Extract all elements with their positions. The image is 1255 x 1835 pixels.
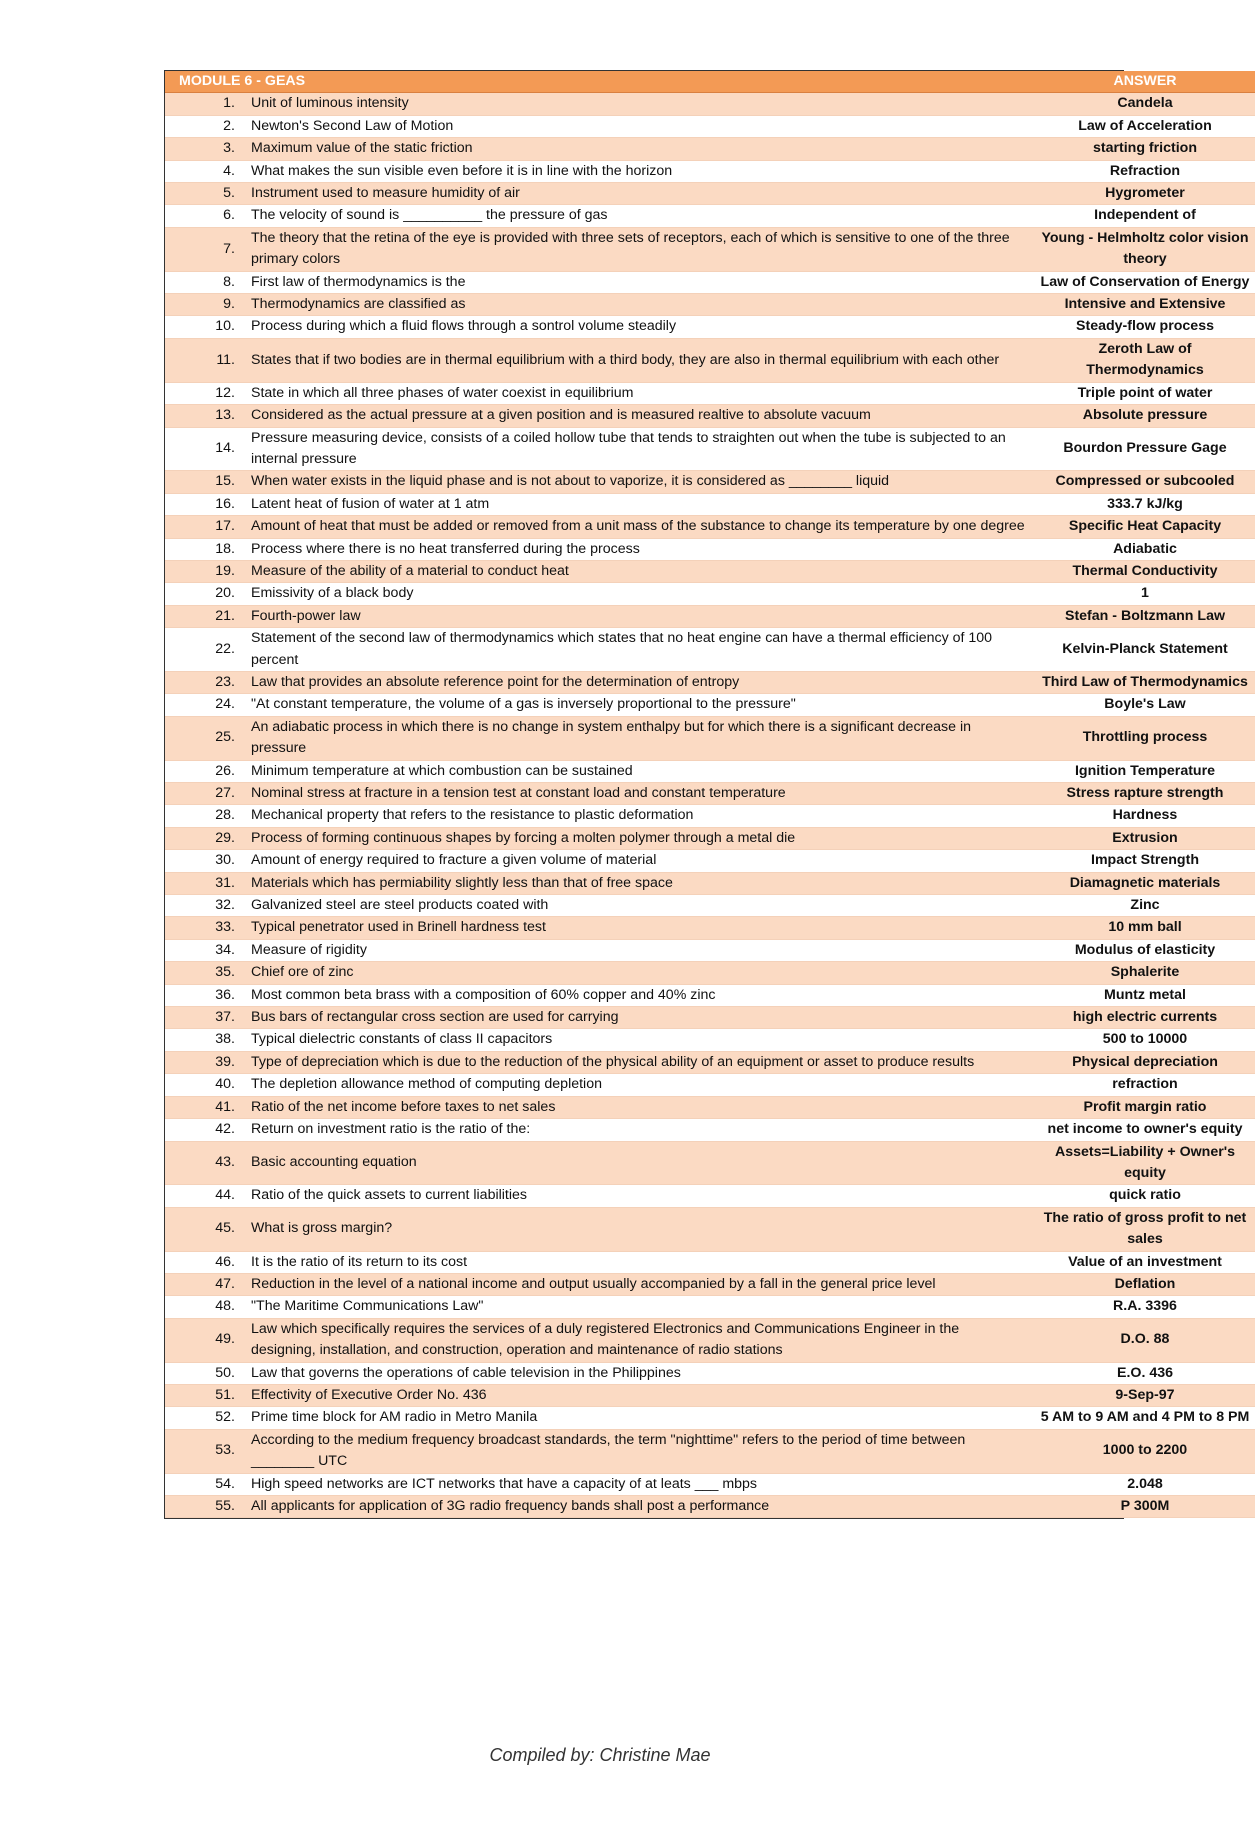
question-text: All applicants for application of 3G radio frequency bands shall post a performance <box>245 1496 1035 1518</box>
item-number: 31. <box>165 872 245 894</box>
item-number: 18. <box>165 538 245 560</box>
question-text: Fourth-power law <box>245 605 1035 627</box>
answer-text: R.A. 3396 <box>1035 1296 1255 1318</box>
question-text: Instrument used to measure humidity of air <box>245 183 1035 205</box>
item-number: 1. <box>165 93 245 115</box>
answer-text: Sphalerite <box>1035 962 1255 984</box>
question-text: Galvanized steel are steel products coated with <box>245 895 1035 917</box>
table-row <box>165 917 1255 939</box>
module-title: MODULE 6 - GEAS <box>165 71 1035 93</box>
answer-text: Deflation <box>1035 1273 1255 1295</box>
table-row <box>165 850 1255 872</box>
question-text: Effectivity of Executive Order No. 436 <box>245 1384 1035 1406</box>
answer-text: Profit margin ratio <box>1035 1096 1255 1118</box>
answer-text: 1 <box>1035 583 1255 605</box>
question-text: Law which specifically requires the services of a duly registered Electronics and Communications Engineer in the designing, installation, and construction, operation and maintenance of radio stations <box>245 1318 1035 1362</box>
item-number: 44. <box>165 1185 245 1207</box>
item-number: 36. <box>165 984 245 1006</box>
item-number: 16. <box>165 493 245 515</box>
table-row <box>165 1141 1255 1185</box>
question-text: Emissivity of a black body <box>245 583 1035 605</box>
question-text: Ratio of the quick assets to current liabilities <box>245 1185 1035 1207</box>
answer-text: Zinc <box>1035 895 1255 917</box>
item-number: 30. <box>165 850 245 872</box>
answer-header: ANSWER <box>1035 71 1255 93</box>
table-row <box>165 138 1255 160</box>
answer-text: Stefan - Boltzmann Law <box>1035 605 1255 627</box>
answer-text: The ratio of gross profit to net sales <box>1035 1207 1255 1251</box>
item-number: 47. <box>165 1273 245 1295</box>
question-text: Chief ore of zinc <box>245 962 1035 984</box>
answer-text: Throttling process <box>1035 716 1255 760</box>
question-text: When water exists in the liquid phase and is not about to vaporize, it is considered as ________ liquid <box>245 471 1035 493</box>
question-text: Reduction in the level of a national income and output usually accompanied by a fall in the general price level <box>245 1273 1035 1295</box>
answer-text: Hygrometer <box>1035 183 1255 205</box>
table-row <box>165 872 1255 894</box>
item-number: 52. <box>165 1407 245 1429</box>
table-row <box>165 271 1255 293</box>
table-row <box>165 694 1255 716</box>
question-text: Mechanical property that refers to the resistance to plastic deformation <box>245 805 1035 827</box>
question-text: Bus bars of rectangular cross section are used for carrying <box>245 1007 1035 1029</box>
answer-text: Law of Conservation of Energy <box>1035 271 1255 293</box>
item-number: 43. <box>165 1141 245 1185</box>
answer-text: Refraction <box>1035 160 1255 182</box>
item-number: 51. <box>165 1384 245 1406</box>
question-text: Nominal stress at fracture in a tension test at constant load and constant temperature <box>245 783 1035 805</box>
answer-text: Triple point of water <box>1035 382 1255 404</box>
table-row <box>165 1074 1255 1096</box>
table-row <box>165 471 1255 493</box>
table-row <box>165 294 1255 316</box>
table-row <box>165 1051 1255 1073</box>
table-row <box>165 382 1255 404</box>
answer-text: high electric currents <box>1035 1007 1255 1029</box>
answer-text: Law of Acceleration <box>1035 115 1255 137</box>
table-row <box>165 805 1255 827</box>
question-text: Process during which a fluid flows through a sontrol volume steadily <box>245 316 1035 338</box>
item-number: 55. <box>165 1496 245 1518</box>
question-text: "At constant temperature, the volume of a gas is inversely proportional to the pressure" <box>245 694 1035 716</box>
item-number: 37. <box>165 1007 245 1029</box>
item-number: 17. <box>165 516 245 538</box>
item-number: 32. <box>165 895 245 917</box>
answer-text: Physical depreciation <box>1035 1051 1255 1073</box>
question-text: Most common beta brass with a composition of 60% copper and 40% zinc <box>245 984 1035 1006</box>
item-number: 53. <box>165 1429 245 1473</box>
table-row <box>165 338 1255 382</box>
question-text: Amount of energy required to fracture a given volume of material <box>245 850 1035 872</box>
item-number: 25. <box>165 716 245 760</box>
answer-text: Value of an investment <box>1035 1251 1255 1273</box>
table-row <box>165 1207 1255 1251</box>
question-text: Considered as the actual pressure at a given position and is measured realtive to absolute vacuum <box>245 405 1035 427</box>
table-row <box>165 1119 1255 1141</box>
question-text: Law that governs the operations of cable television in the Philippines <box>245 1362 1035 1384</box>
answer-text: Candela <box>1035 93 1255 115</box>
table-body <box>165 93 1255 1518</box>
table-row <box>165 1296 1255 1318</box>
table-row <box>165 1251 1255 1273</box>
item-number: 10. <box>165 316 245 338</box>
qa-table <box>165 71 1255 1518</box>
table-row <box>165 1029 1255 1051</box>
table-row <box>165 427 1255 471</box>
question-text: The velocity of sound is __________ the pressure of gas <box>245 205 1035 227</box>
question-text: The depletion allowance method of computing depletion <box>245 1074 1035 1096</box>
answer-text: P 300M <box>1035 1496 1255 1518</box>
answer-text: quick ratio <box>1035 1185 1255 1207</box>
item-number: 54. <box>165 1473 245 1495</box>
item-number: 40. <box>165 1074 245 1096</box>
item-number: 9. <box>165 294 245 316</box>
answer-text: 333.7 kJ/kg <box>1035 493 1255 515</box>
answer-text: 1000 to 2200 <box>1035 1429 1255 1473</box>
item-number: 12. <box>165 382 245 404</box>
item-number: 46. <box>165 1251 245 1273</box>
item-number: 34. <box>165 939 245 961</box>
question-text: What makes the sun visible even before it is in line with the horizon <box>245 160 1035 182</box>
answer-text: Steady-flow process <box>1035 316 1255 338</box>
answer-text: Kelvin-Planck Statement <box>1035 628 1255 672</box>
table-row <box>165 205 1255 227</box>
answer-text: Stress rapture strength <box>1035 783 1255 805</box>
table-row <box>165 1496 1255 1518</box>
question-text: Ratio of the net income before taxes to net sales <box>245 1096 1035 1118</box>
answer-text: Intensive and Extensive <box>1035 294 1255 316</box>
item-number: 38. <box>165 1029 245 1051</box>
table-row <box>165 115 1255 137</box>
table-row <box>165 827 1255 849</box>
table-row <box>165 962 1255 984</box>
question-text: Process of forming continuous shapes by forcing a molten polymer through a metal die <box>245 827 1035 849</box>
question-text: Type of depreciation which is due to the reduction of the physical ability of an equipment or asset to produce results <box>245 1051 1035 1073</box>
item-number: 23. <box>165 671 245 693</box>
item-number: 22. <box>165 628 245 672</box>
question-text: It is the ratio of its return to its cost <box>245 1251 1035 1273</box>
question-text: Latent heat of fusion of water at 1 atm <box>245 493 1035 515</box>
item-number: 3. <box>165 138 245 160</box>
item-number: 24. <box>165 694 245 716</box>
table-row <box>165 984 1255 1006</box>
answer-text: 10 mm ball <box>1035 917 1255 939</box>
item-number: 20. <box>165 583 245 605</box>
answer-text: Diamagnetic materials <box>1035 872 1255 894</box>
table-row <box>165 1273 1255 1295</box>
question-text: First law of thermodynamics is the <box>245 271 1035 293</box>
table-row <box>165 1318 1255 1362</box>
question-text: Pressure measuring device, consists of a coiled hollow tube that tends to straighten out when the tube is subjected to an internal pressure <box>245 427 1035 471</box>
header-row <box>165 71 1255 93</box>
item-number: 35. <box>165 962 245 984</box>
table-row <box>165 160 1255 182</box>
question-text: An adiabatic process in which there is no change in system enthalpy but for which there is a significant decrease in pressure <box>245 716 1035 760</box>
table-row <box>165 1096 1255 1118</box>
table-row <box>165 93 1255 115</box>
item-number: 28. <box>165 805 245 827</box>
answer-text: Muntz metal <box>1035 984 1255 1006</box>
table-row <box>165 671 1255 693</box>
table-row <box>165 628 1255 672</box>
item-number: 6. <box>165 205 245 227</box>
answer-text: 9-Sep-97 <box>1035 1384 1255 1406</box>
question-text: What is gross margin? <box>245 1207 1035 1251</box>
table-row <box>165 760 1255 782</box>
answer-text: Assets=Liability + Owner's equity <box>1035 1141 1255 1185</box>
answer-text: Bourdon Pressure Gage <box>1035 427 1255 471</box>
answer-text: 500 to 10000 <box>1035 1029 1255 1051</box>
question-text: Measure of the ability of a material to conduct heat <box>245 560 1035 582</box>
item-number: 41. <box>165 1096 245 1118</box>
answer-text: Absolute pressure <box>1035 405 1255 427</box>
item-number: 27. <box>165 783 245 805</box>
table-row <box>165 1407 1255 1429</box>
question-text: Unit of luminous intensity <box>245 93 1035 115</box>
answer-text: E.O. 436 <box>1035 1362 1255 1384</box>
question-text: Process where there is no heat transferred during the process <box>245 538 1035 560</box>
question-text: High speed networks are ICT networks that have a capacity of at leats ___ mbps <box>245 1473 1035 1495</box>
question-text: Materials which has permiability slightly less than that of free space <box>245 872 1035 894</box>
answer-text: Extrusion <box>1035 827 1255 849</box>
question-text: Thermodynamics are classified as <box>245 294 1035 316</box>
item-number: 50. <box>165 1362 245 1384</box>
question-text: State in which all three phases of water coexist in equilibrium <box>245 382 1035 404</box>
item-number: 5. <box>165 183 245 205</box>
answer-text: 2.048 <box>1035 1473 1255 1495</box>
question-text: Typical dielectric constants of class II capacitors <box>245 1029 1035 1051</box>
table-row <box>165 538 1255 560</box>
question-text: Measure of rigidity <box>245 939 1035 961</box>
question-text: The theory that the retina of the eye is provided with three sets of receptors, each of which is sensitive to one of the three primary colors <box>245 227 1035 271</box>
answer-text: Ignition Temperature <box>1035 760 1255 782</box>
answer-text: Specific Heat Capacity <box>1035 516 1255 538</box>
item-number: 39. <box>165 1051 245 1073</box>
item-number: 19. <box>165 560 245 582</box>
answer-text: starting friction <box>1035 138 1255 160</box>
answer-text: Impact Strength <box>1035 850 1255 872</box>
item-number: 2. <box>165 115 245 137</box>
answer-text: Compressed or subcooled <box>1035 471 1255 493</box>
item-number: 26. <box>165 760 245 782</box>
question-text: States that if two bodies are in thermal equilibrium with a third body, they are also in thermal equilibrium with each other <box>245 338 1035 382</box>
question-text: Minimum temperature at which combustion can be sustained <box>245 760 1035 782</box>
table-row <box>165 493 1255 515</box>
question-text: Return on investment ratio is the ratio of the: <box>245 1119 1035 1141</box>
item-number: 48. <box>165 1296 245 1318</box>
table-row <box>165 227 1255 271</box>
qa-sheet <box>164 70 1250 1519</box>
table-row <box>165 783 1255 805</box>
answer-text: Zeroth Law of Thermodynamics <box>1035 338 1255 382</box>
question-text: Newton's Second Law of Motion <box>245 115 1035 137</box>
compiled-by: Compiled by: Christine Mae <box>489 1745 711 1765</box>
item-number: 7. <box>165 227 245 271</box>
table-row <box>165 1384 1255 1406</box>
question-text: Typical penetrator used in Brinell hardness test <box>245 917 1035 939</box>
table-row <box>165 1473 1255 1495</box>
question-text: Prime time block for AM radio in Metro Manila <box>245 1407 1035 1429</box>
answer-text: 5 AM to 9 AM and 4 PM to 8 PM <box>1035 1407 1255 1429</box>
answer-text: refraction <box>1035 1074 1255 1096</box>
table-row <box>165 183 1255 205</box>
table-row <box>165 405 1255 427</box>
item-number: 29. <box>165 827 245 849</box>
question-text: According to the medium frequency broadcast standards, the term "nighttime" refers to the period of time between ________ UTC <box>245 1429 1035 1473</box>
item-number: 8. <box>165 271 245 293</box>
question-text: Basic accounting equation <box>245 1141 1035 1185</box>
table-row <box>165 516 1255 538</box>
table-row <box>165 1362 1255 1384</box>
table-row <box>165 716 1255 760</box>
item-number: 14. <box>165 427 245 471</box>
item-number: 21. <box>165 605 245 627</box>
answer-text: D.O. 88 <box>1035 1318 1255 1362</box>
question-text: Amount of heat that must be added or removed from a unit mass of the substance to change its temperature by one degree <box>245 516 1035 538</box>
question-text: Maximum value of the static friction <box>245 138 1035 160</box>
answer-text: Third Law of Thermodynamics <box>1035 671 1255 693</box>
table-row <box>165 895 1255 917</box>
item-number: 4. <box>165 160 245 182</box>
item-number: 13. <box>165 405 245 427</box>
answer-text: net income to owner's equity <box>1035 1119 1255 1141</box>
item-number: 11. <box>165 338 245 382</box>
table-row <box>165 583 1255 605</box>
answer-text: Boyle's Law <box>1035 694 1255 716</box>
answer-text: Adiabatic <box>1035 538 1255 560</box>
table-row <box>165 1429 1255 1473</box>
item-number: 33. <box>165 917 245 939</box>
question-text: Statement of the second law of thermodynamics which states that no heat engine can have a thermal efficiency of 100 percent <box>245 628 1035 672</box>
item-number: 45. <box>165 1207 245 1251</box>
table-row <box>165 316 1255 338</box>
answer-text: Thermal Conductivity <box>1035 560 1255 582</box>
question-text: Law that provides an absolute reference point for the determination of entropy <box>245 671 1035 693</box>
question-text: "The Maritime Communications Law" <box>245 1296 1035 1318</box>
table-row <box>165 560 1255 582</box>
answer-text: Independent of <box>1035 205 1255 227</box>
table-row <box>165 605 1255 627</box>
table-row <box>165 1007 1255 1029</box>
answer-text: Young - Helmholtz color vision theory <box>1035 227 1255 271</box>
item-number: 15. <box>165 471 245 493</box>
item-number: 49. <box>165 1318 245 1362</box>
item-number: 42. <box>165 1119 245 1141</box>
answer-text: Modulus of elasticity <box>1035 939 1255 961</box>
table-row <box>165 1185 1255 1207</box>
answer-text: Hardness <box>1035 805 1255 827</box>
table-row <box>165 939 1255 961</box>
